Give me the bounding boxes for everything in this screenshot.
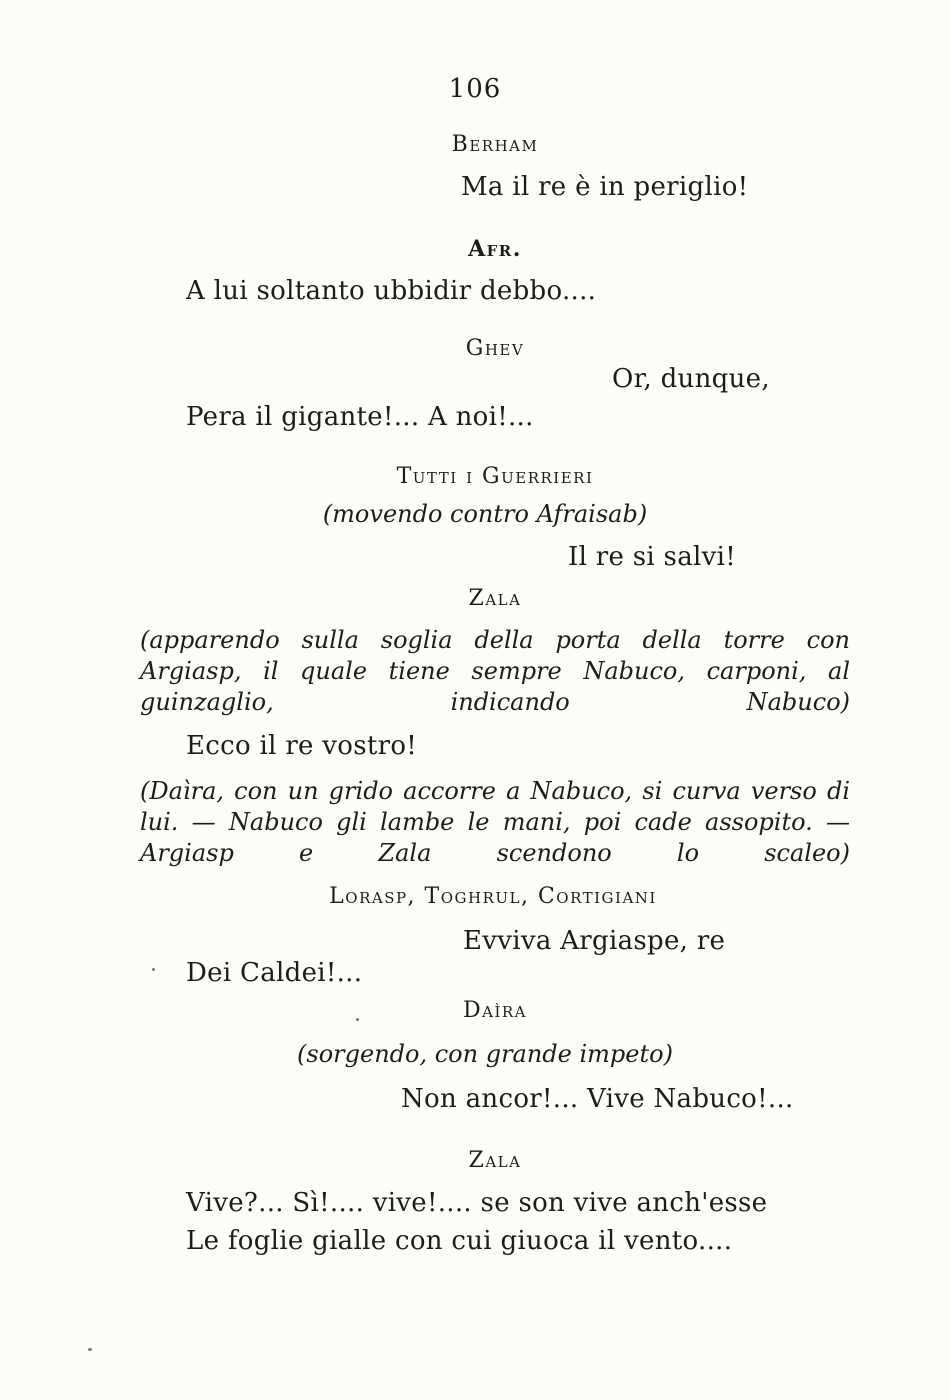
verse-line: Pera il gigante!... A noi!... (186, 402, 534, 432)
stage-direction: (Daìra, con un grido accorre a Nabuco, si curva verso di lui. — Nabuco gli lambe le mani, poi cade assopito. — Argiasp e Zala scendono lo scaleo) (140, 777, 850, 867)
speaker-zala: Zala (468, 586, 522, 611)
verse-line: Il re si salvi! (568, 542, 736, 572)
speaker-afr: Afr. (468, 236, 522, 262)
ink-speck (88, 1348, 92, 1351)
speaker-tutti-i-guerrieri: Tutti i Guerrieri (396, 464, 594, 489)
stage-direction: (apparendo sulla soglia della porta della torre con Argiasp, il quale tiene sempre Nabuco, carponi, al guinzaglio, indicando Nabuco) (140, 626, 850, 716)
ink-speck (356, 1018, 359, 1021)
stage-direction: (sorgendo, con grande impeto) (297, 1040, 673, 1068)
stage-direction: (movendo contro Afraisab) (322, 500, 648, 528)
verse-line: Ma il re è in periglio! (461, 172, 749, 202)
speaker-daira: Daìra (462, 998, 528, 1023)
verse-line: Vive?... Sì!.... vive!.... se son vive anch'esse (186, 1188, 768, 1218)
ink-speck (152, 968, 155, 971)
verse-line: Dei Caldei!... (186, 958, 363, 988)
speaker-ghev: Ghev (465, 336, 525, 361)
verse-line: A lui soltanto ubbidir debbo.... (186, 276, 597, 306)
page-number: 106 (448, 74, 502, 104)
speaker-lorasp-toghrul-cortigiani: Lorasp, Toghrul, Cortigiani (329, 884, 657, 909)
verse-line: Ecco il re vostro! (186, 731, 418, 761)
verse-line: Non ancor!... Vive Nabuco!... (401, 1084, 794, 1114)
verse-line: Evviva Argiaspe, re (463, 926, 726, 956)
verse-line: Or, dunque, (612, 364, 770, 394)
speaker-zala: Zala (468, 1148, 522, 1173)
verse-line: Le foglie gialle con cui giuoca il vento.... (186, 1226, 733, 1256)
speaker-berham: Berham (451, 132, 539, 157)
